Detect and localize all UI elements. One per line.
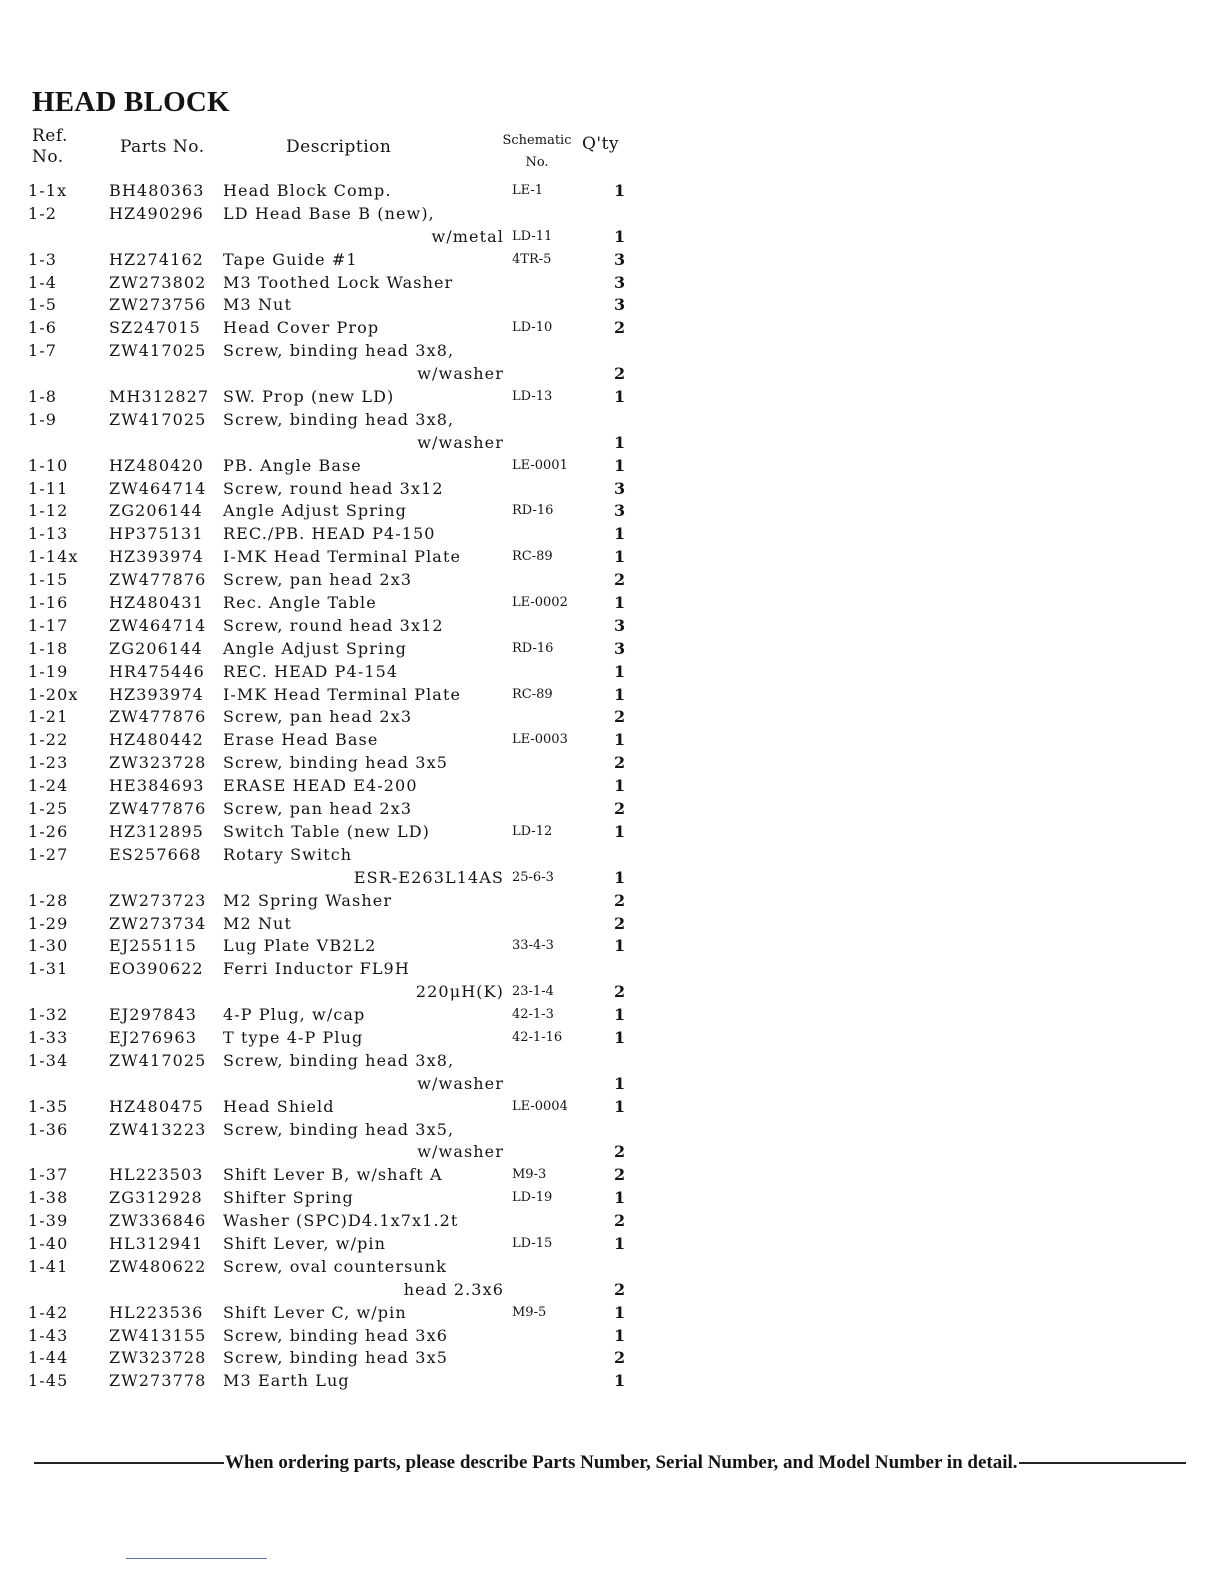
qty-cell: 2 [614,1348,627,1368]
qty-cell: 1 [614,432,627,452]
ref-no-cell: 1-19 [28,661,69,681]
ref-no-cell: 1-2 [28,203,58,223]
qty-cell: 1 [614,776,627,796]
table-row [0,1142,700,1165]
qty-cell: 1 [614,1302,627,1322]
description-continuation-cell: w/washer [417,364,504,384]
table-row [0,318,700,341]
qty-cell: 3 [614,501,627,521]
table-row [0,1051,700,1074]
parts-no-cell: ZW417025 [109,409,207,429]
qty-cell: 1 [614,226,627,246]
parts-no-cell: ES257668 [109,844,202,864]
footer-rule-left [34,1462,224,1464]
ref-no-cell: 1-22 [28,730,69,750]
header-schematic-line2: No. [525,155,549,170]
schematic-no-cell: LE-0003 [512,732,568,748]
description-cell: Shift Lever B, w/shaft A [223,1165,443,1185]
ref-no-cell: 1-25 [28,799,69,819]
header-ref-line1: Ref. [32,126,68,146]
header-ref-no [32,126,68,168]
table-row [0,364,700,387]
schematic-no-cell: RD-16 [512,640,554,656]
description-continuation-cell: head 2.3x6 [403,1279,504,1299]
description-continuation-cell: 220μH(K) [415,982,504,1002]
description-continuation-cell: w/washer [417,432,504,452]
table-row [0,845,700,868]
ref-no-cell: 1-33 [28,1027,69,1047]
qty-cell: 2 [614,318,627,338]
parts-no-cell: HZ274162 [109,249,204,269]
table-row [0,547,700,570]
ref-no-cell: 1-29 [28,913,69,933]
parts-no-cell: MH312827 [109,387,210,407]
ref-no-cell: 1-44 [28,1348,69,1368]
parts-no-cell: ZW477876 [109,707,207,727]
header-description: Description [286,137,392,157]
qty-cell: 2 [614,707,627,727]
description-cell: M2 Nut [223,913,292,933]
parts-no-cell: HZ393974 [109,684,204,704]
ref-no-cell: 1-9 [28,409,58,429]
description-cell: T type 4-P Plug [223,1027,364,1047]
header-schematic-no [500,130,574,174]
ref-no-cell: 1-15 [28,570,69,590]
parts-no-cell: HZ480420 [109,455,204,475]
parts-no-cell: EJ276963 [109,1027,197,1047]
parts-no-cell: HZ480431 [109,593,204,613]
table-row [0,593,700,616]
ref-no-cell: 1-10 [28,455,69,475]
table-row [0,1120,700,1143]
page-mark-line [126,1558,267,1559]
schematic-no-cell: LD-19 [512,1190,553,1206]
table-row [0,936,700,959]
description-cell: Angle Adjust Spring [223,501,407,521]
qty-cell: 3 [614,615,627,635]
ref-no-cell: 1-31 [28,959,69,979]
table-row [0,227,700,250]
description-continuation-cell: ESR-E263L14AS [353,867,504,887]
description-cell: Tape Guide #1 [223,249,358,269]
table-row [0,982,700,1005]
table-row [0,1371,700,1394]
description-cell: Switch Table (new LD) [223,821,431,841]
qty-cell: 1 [614,1325,627,1345]
qty-cell: 1 [614,684,627,704]
description-cell: Angle Adjust Spring [223,638,407,658]
schematic-no-cell: LD-11 [512,228,553,244]
table-row [0,1097,700,1120]
table-row [0,662,700,685]
schematic-no-cell: 23-1-4 [512,984,554,1000]
description-cell: Head Cover Prop [223,318,380,338]
description-cell: Shifter Spring [223,1188,354,1208]
qty-cell: 2 [614,913,627,933]
ref-no-cell: 1-5 [28,295,58,315]
schematic-no-cell: LD-15 [512,1235,553,1251]
table-row [0,616,700,639]
description-continuation-cell: w/washer [417,1073,504,1093]
qty-cell: 2 [614,799,627,819]
qty-cell: 1 [614,524,627,544]
table-row [0,524,700,547]
description-cell: Rec. Angle Table [223,593,377,613]
qty-cell: 1 [614,1371,627,1391]
table-row [0,250,700,273]
table-row [0,707,700,730]
schematic-no-cell: 42-1-3 [512,1007,554,1023]
parts-no-cell: EO390622 [109,959,204,979]
qty-cell: 1 [614,1188,627,1208]
table-row [0,204,700,227]
description-cell: ERASE HEAD E4-200 [223,776,418,796]
schematic-no-cell: LE-0001 [512,457,568,473]
ref-no-cell: 1-27 [28,844,69,864]
parts-no-cell: BH480363 [109,181,205,200]
description-cell: Screw, binding head 3x5 [223,1348,448,1368]
qty-cell: 2 [614,982,627,1002]
description-cell: M2 Spring Washer [223,890,393,910]
table-row [0,891,700,914]
description-cell: I-MK Head Terminal Plate [223,684,462,704]
ref-no-cell: 1-32 [28,1005,69,1025]
ref-no-cell: 1-24 [28,776,69,796]
description-cell: Screw, pan head 2x3 [223,570,413,590]
table-row [0,1326,700,1349]
table-row [0,570,700,593]
header-parts-no: Parts No. [120,137,205,157]
parts-no-cell: ZW477876 [109,570,207,590]
ref-no-cell: 1-23 [28,753,69,773]
ref-no-cell: 1-4 [28,272,58,292]
qty-cell: 3 [614,249,627,269]
table-row [0,1234,700,1257]
parts-no-cell: HL223536 [109,1302,204,1322]
table-row [0,776,700,799]
table-row [0,410,700,433]
ref-no-cell: 1-38 [28,1188,69,1208]
description-cell: Ferri Inductor FL9H [223,959,410,979]
qty-cell: 1 [614,936,627,956]
parts-no-cell: SZ247015 [109,318,201,338]
parts-no-cell: ZW273723 [109,890,207,910]
table-row [0,1074,700,1097]
table-row [0,753,700,776]
parts-no-cell: ZW477876 [109,799,207,819]
header-qty: Q'ty [582,134,620,154]
description-cell: Screw, pan head 2x3 [223,799,413,819]
parts-no-cell: EJ255115 [109,936,197,956]
schematic-no-cell: RC-89 [512,549,553,565]
description-cell: Head Block Comp. [223,181,392,200]
description-cell: Washer (SPC)D4.1x7x1.2t [223,1211,459,1231]
schematic-no-cell: LE-0002 [512,595,568,611]
ref-no-cell: 1-42 [28,1302,69,1322]
ref-no-cell: 1-21 [28,707,69,727]
schematic-no-cell: LD-13 [512,389,553,405]
ref-no-cell: 1-14x [28,547,79,567]
description-cell: Erase Head Base [223,730,379,750]
description-continuation-cell: w/washer [417,1142,504,1162]
parts-no-cell: ZW336846 [109,1211,207,1231]
qty-cell: 1 [614,1073,627,1093]
description-cell: Screw, binding head 3x6 [223,1325,448,1345]
table-row [0,501,700,524]
qty-cell: 1 [614,867,627,887]
description-cell: M3 Earth Lug [223,1371,350,1391]
parts-no-cell: HP375131 [109,524,204,544]
parts-no-cell: ZW464714 [109,478,207,498]
ref-no-cell: 1-36 [28,1119,69,1139]
description-cell: Screw, binding head 3x8, [223,1050,455,1070]
ref-no-cell: 1-37 [28,1165,69,1185]
footer-rule-right [1019,1462,1186,1464]
qty-cell: 2 [614,753,627,773]
qty-cell: 3 [614,478,627,498]
ref-no-cell: 1-28 [28,890,69,910]
footer-note [34,1452,1186,1474]
parts-no-cell: ZW480622 [109,1256,207,1276]
qty-cell: 1 [614,661,627,681]
ref-no-cell: 1-40 [28,1233,69,1253]
ref-no-cell: 1-11 [28,478,69,498]
qty-cell: 2 [614,1211,627,1231]
description-cell: M3 Nut [223,295,292,315]
table-row [0,730,700,753]
parts-no-cell: HZ480475 [109,1096,204,1116]
table-row [0,685,700,708]
ref-no-cell: 1-13 [28,524,69,544]
parts-no-cell: ZW273734 [109,913,207,933]
ref-no-cell: 1-12 [28,501,69,521]
ref-no-cell: 1-39 [28,1211,69,1231]
table-row [0,1028,700,1051]
parts-no-cell: ZW413223 [109,1119,207,1139]
description-cell: 4-P Plug, w/cap [223,1005,366,1025]
qty-cell: 1 [614,821,627,841]
table-row [0,341,700,364]
description-cell: Rotary Switch [223,844,353,864]
qty-cell: 1 [614,181,627,200]
description-cell: Lug Plate VB2L2 [223,936,377,956]
parts-table [0,181,700,1394]
parts-no-cell: ZW464714 [109,615,207,635]
table-row [0,914,700,937]
qty-cell: 1 [614,593,627,613]
ref-no-cell: 1-26 [28,821,69,841]
qty-cell: 1 [614,1096,627,1116]
parts-no-cell: ZW273756 [109,295,207,315]
table-row [0,181,700,204]
parts-no-cell: HZ490296 [109,203,204,223]
description-cell: Screw, binding head 3x8, [223,341,455,361]
description-cell: Head Shield [223,1096,335,1116]
ref-no-cell: 1-43 [28,1325,69,1345]
description-cell: Shift Lever, w/pin [223,1233,387,1253]
parts-no-cell: ZG206144 [109,501,203,521]
schematic-no-cell: LE-0004 [512,1098,568,1114]
schematic-no-cell: 33-4-3 [512,938,554,954]
description-cell: Screw, pan head 2x3 [223,707,413,727]
parts-no-cell: HZ312895 [109,821,204,841]
qty-cell: 3 [614,272,627,292]
description-cell: Screw, oval countersunk [223,1256,447,1276]
parts-no-cell: ZW273802 [109,272,207,292]
table-row [0,639,700,662]
parts-no-cell: ZW417025 [109,341,207,361]
schematic-no-cell: 25-6-3 [512,869,554,885]
description-cell: Shift Lever C, w/pin [223,1302,407,1322]
schematic-no-cell: RD-16 [512,503,554,519]
qty-cell: 1 [614,1005,627,1025]
ref-no-cell: 1-30 [28,936,69,956]
schematic-no-cell: M9-5 [512,1304,547,1320]
footer-note-text: When ordering parts, please describe Parts Number, Serial Number, and Model Number in detail. [225,1452,1018,1473]
table-row [0,1257,700,1280]
parts-no-cell: ZW323728 [109,1348,207,1368]
description-cell: Screw, round head 3x12 [223,478,444,498]
ref-no-cell: 1-1x [28,181,68,200]
description-cell: LD Head Base B (new), [223,203,435,223]
description-cell: Screw, binding head 3x5, [223,1119,455,1139]
schematic-no-cell: 4TR-5 [512,251,552,267]
parts-no-cell: HZ393974 [109,547,204,567]
description-cell: M3 Toothed Lock Washer [223,272,454,292]
table-row [0,433,700,456]
description-cell: REC. HEAD P4-154 [223,661,399,681]
parts-no-cell: HE384693 [109,776,205,796]
parts-no-cell: ZW413155 [109,1325,207,1345]
ref-no-cell: 1-6 [28,318,58,338]
schematic-no-cell: M9-3 [512,1167,547,1183]
description-cell: Screw, round head 3x12 [223,615,444,635]
parts-no-cell: EJ297843 [109,1005,197,1025]
qty-cell: 1 [614,547,627,567]
schematic-no-cell: LD-10 [512,320,553,336]
parts-no-cell: HR475446 [109,661,205,681]
table-row [0,1005,700,1028]
description-cell: I-MK Head Terminal Plate [223,547,462,567]
ref-no-cell: 1-8 [28,387,58,407]
header-schematic-line1: Schematic [502,133,572,148]
table-row [0,959,700,982]
header-ref-line2: No. [32,147,64,167]
qty-cell: 2 [614,1279,627,1299]
qty-cell: 2 [614,570,627,590]
parts-no-cell: HZ480442 [109,730,204,750]
parts-no-cell: ZG206144 [109,638,203,658]
schematic-no-cell: LE-1 [512,183,544,198]
ref-no-cell: 1-18 [28,638,69,658]
table-row [0,456,700,479]
description-cell: PB. Angle Base [223,455,362,475]
table-row [0,1165,700,1188]
qty-cell: 2 [614,1165,627,1185]
table-row [0,295,700,318]
ref-no-cell: 1-16 [28,593,69,613]
parts-no-cell: ZW323728 [109,753,207,773]
ref-no-cell: 1-41 [28,1256,69,1276]
qty-cell: 3 [614,638,627,658]
qty-cell: 2 [614,890,627,910]
table-row [0,1188,700,1211]
qty-cell: 1 [614,1233,627,1253]
description-cell: SW. Prop (new LD) [223,387,395,407]
ref-no-cell: 1-45 [28,1371,69,1391]
table-row [0,868,700,891]
ref-no-cell: 1-35 [28,1096,69,1116]
schematic-no-cell: LD-12 [512,823,553,839]
qty-cell: 1 [614,387,627,407]
parts-no-cell: HL312941 [109,1233,204,1253]
description-continuation-cell: w/metal [431,226,504,246]
parts-no-cell: ZW417025 [109,1050,207,1070]
qty-cell: 1 [614,1027,627,1047]
table-row [0,387,700,410]
qty-cell: 1 [614,455,627,475]
table-row [0,479,700,502]
schematic-no-cell: 42-1-16 [512,1029,563,1045]
parts-no-cell: ZW273778 [109,1371,207,1391]
description-cell: REC./PB. HEAD P4-150 [223,524,436,544]
qty-cell: 2 [614,364,627,384]
ref-no-cell: 1-7 [28,341,58,361]
qty-cell: 1 [614,730,627,750]
schematic-no-cell: RC-89 [512,686,553,702]
qty-cell: 2 [614,1142,627,1162]
description-cell: Screw, binding head 3x8, [223,409,455,429]
table-row [0,1280,700,1303]
description-cell: Screw, binding head 3x5 [223,753,448,773]
table-row [0,799,700,822]
parts-no-cell: ZG312928 [109,1188,203,1208]
ref-no-cell: 1-3 [28,249,58,269]
ref-no-cell: 1-17 [28,615,69,635]
table-row [0,1303,700,1326]
parts-no-cell: HL223503 [109,1165,204,1185]
table-row [0,1348,700,1371]
table-row [0,273,700,296]
ref-no-cell: 1-20x [28,684,79,704]
qty-cell: 3 [614,295,627,315]
section-title: HEAD BLOCK [32,86,230,118]
table-row [0,822,700,845]
ref-no-cell: 1-34 [28,1050,69,1070]
table-row [0,1211,700,1234]
